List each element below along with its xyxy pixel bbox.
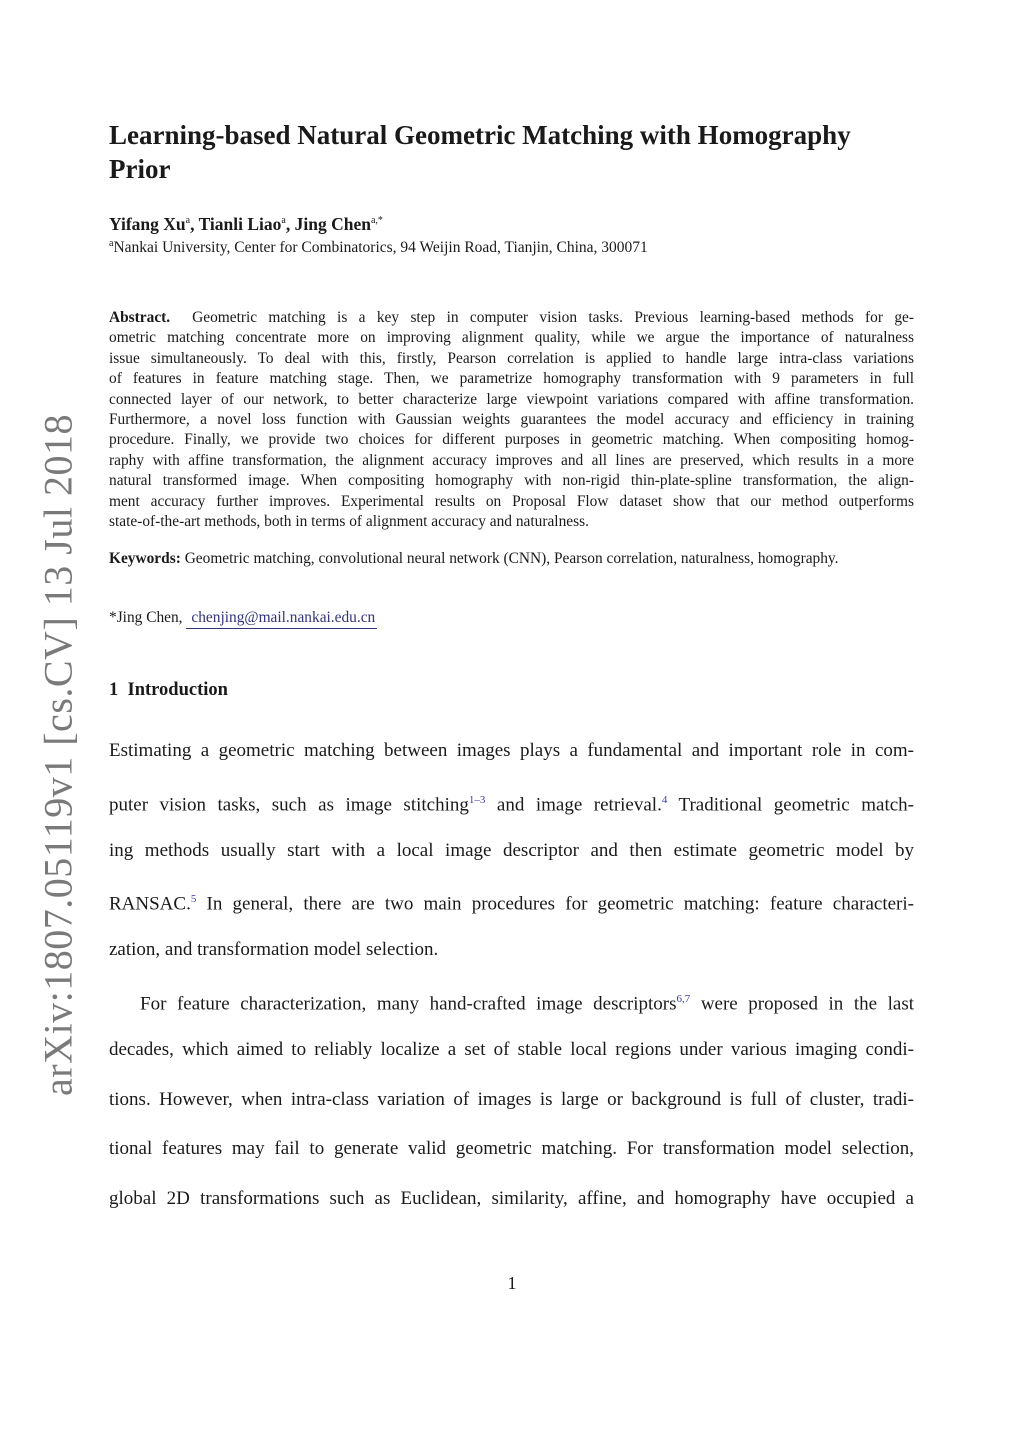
citation-link[interactable]: 1–3 — [468, 793, 486, 806]
body-line — [109, 925, 914, 975]
abstract-text: procedure. Finally, we provide two choices for different purposes in geometric matching. When compositing homog- — [109, 431, 914, 449]
section-heading — [109, 680, 228, 701]
body-line — [109, 826, 914, 876]
abstract — [109, 308, 914, 532]
body-line — [109, 1025, 914, 1075]
correspondence — [109, 609, 377, 627]
body-text-segment: Estimating a geometric matching between images plays a fundamental and important role in com- — [109, 740, 914, 761]
abstract-label: Abstract. — [109, 309, 171, 326]
body-text-segment: RANSAC. — [109, 893, 191, 915]
body-line — [109, 1075, 914, 1125]
body-text-segment: In general, there are two main procedures for geometric matching: feature characteri- — [196, 893, 914, 915]
abstract-line — [109, 512, 914, 532]
abstract-line — [109, 369, 914, 389]
arxiv-stamp: arXiv:1807.05119v1 [cs.CV] 13 Jul 2018 — [35, 414, 81, 1096]
page-number: 1 — [507, 1273, 517, 1293]
body-text-segment: were proposed in the last — [690, 993, 914, 1015]
abstract-text: issue simultaneously. To deal with this, firstly, Pearson correlation is applied to handle large intra-class variations — [109, 349, 914, 367]
abstract-text: ment accuracy further improves. Experimental results on Proposal Flow dataset show that our method outperforms — [109, 492, 914, 510]
body-line — [109, 1124, 914, 1174]
body-line — [109, 975, 914, 1025]
keywords-text: Geometric matching, convolutional neural network (CNN), Pearson correlation, naturalness, homography. — [184, 550, 839, 567]
abstract-text: natural transformed image. When compositing homography with non-rigid thin-plate-spline transformation, the align- — [109, 472, 914, 490]
affiliation — [109, 238, 648, 257]
body-text-segment: global 2D transformations such as Euclidean, similarity, affine, and homography have occupied a — [109, 1188, 914, 1210]
author-affiliation-mark: a — [185, 215, 191, 227]
body-text-segment: Traditional geometric match- — [667, 794, 914, 816]
citation-link[interactable]: 5 — [190, 893, 197, 906]
author-affiliation-mark: a — [281, 215, 286, 227]
body-line — [109, 875, 914, 925]
abstract-text: connected layer of our network, to better characterize large viewpoint variations compared with affine transformation. — [109, 390, 914, 408]
body-text — [109, 726, 914, 1224]
abstract-line — [109, 349, 914, 369]
abstract-text: Furthermore, a novel loss function with Gaussian weights guarantees the model accuracy and efficiency in training — [109, 410, 914, 428]
author-name: Yifang Xu — [109, 214, 186, 234]
section-number: 1 — [109, 680, 119, 700]
paper-title: Learning-based Natural Geometric Matching with Homography Prior — [109, 120, 851, 184]
citation-link[interactable]: 6,7 — [676, 992, 691, 1005]
citation-link[interactable]: 4 — [661, 793, 668, 806]
abstract-line — [109, 410, 914, 430]
section-title: Introduction — [127, 680, 228, 700]
keywords — [109, 550, 838, 568]
body-text-segment: and image retrieval. — [485, 794, 662, 816]
body-text-segment: ing methods usually start with a local image descriptor and then estimate geometric model by — [109, 839, 914, 861]
author-name: Tianli Liao — [198, 214, 282, 234]
body-text-segment: For feature characterization, many hand-crafted image descriptors — [140, 993, 677, 1015]
body-text-segment: tional features may fail to generate valid geometric matching. For transformation model selection, — [109, 1138, 914, 1160]
body-line — [109, 726, 914, 776]
abstract-line — [109, 430, 914, 450]
author-list: Yifang Xu$^a$, Tianli Liao$^a$, Jing Chen$^{a,*}$ — [109, 214, 383, 234]
abstract-line — [109, 451, 914, 471]
abstract-text: ometric matching concentrate more on improving alignment quality, while we argue the importance of naturalness — [109, 329, 914, 347]
email-link[interactable]: chenjing@mail.nankai.edu.cn — [186, 609, 377, 629]
body-line — [109, 1174, 914, 1224]
affiliation-text: Nankai University, Center for Combinatorics, 94 Weijin Road, Tianjin, China, 300071 — [113, 239, 648, 257]
abstract-line — [109, 471, 914, 491]
abstract-text: Geometric matching is a key step in computer vision tasks. Previous learning-based methods for ge- — [192, 309, 914, 326]
abstract-line — [109, 308, 914, 328]
body-line — [109, 776, 914, 826]
abstract-line — [109, 328, 914, 348]
body-text-segment: tions. However, when intra-class variation of images is large or background is full of cluster, tradi- — [109, 1088, 914, 1110]
abstract-text: state-of-the-art methods, both in terms of alignment accuracy and naturalness. — [109, 512, 589, 530]
affiliation-mark: a — [109, 238, 114, 249]
body-text-segment: decades, which aimed to reliably localize a set of stable local regions under various imaging condi- — [109, 1038, 914, 1060]
abstract-text: of features in feature matching stage. Then, we parametrize homography transformation with 9 parameters in full — [109, 370, 914, 388]
author-affiliation-mark: a,* — [370, 215, 383, 227]
body-text-segment: puter vision tasks, such as image stitching — [109, 794, 469, 816]
body-text-segment: zation, and transformation model selection. — [109, 939, 439, 961]
correspondence-name: *Jing Chen, — [109, 609, 183, 626]
author-name: Jing Chen — [294, 214, 371, 234]
abstract-line — [109, 492, 914, 512]
abstract-line — [109, 390, 914, 410]
abstract-text: raphy with affine transformation, the alignment accuracy improves and all lines are preserved, which results in a more — [109, 451, 914, 469]
keywords-label: Keywords: — [109, 550, 181, 567]
